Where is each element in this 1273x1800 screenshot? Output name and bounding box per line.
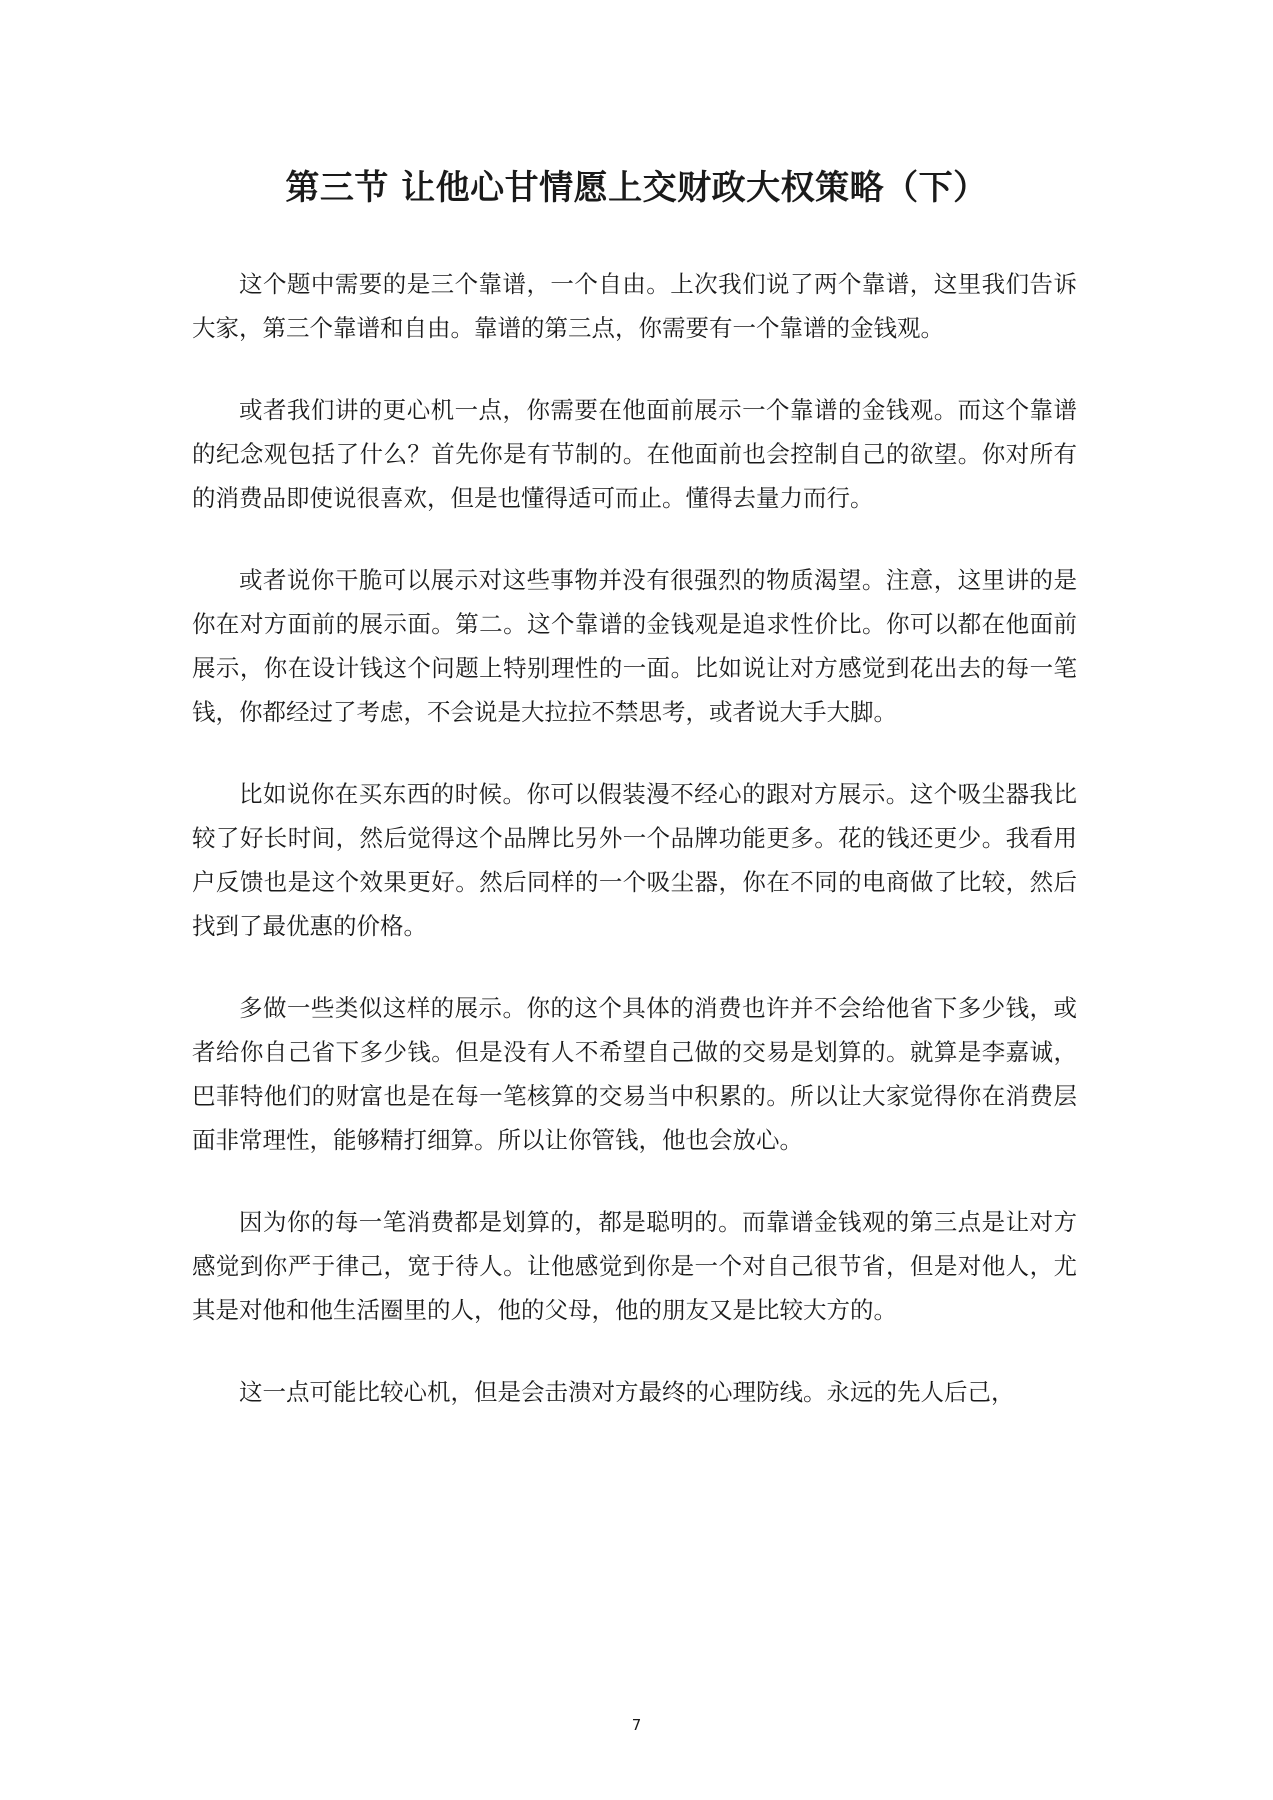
paragraph-1: 这个题中需要的是三个靠谱，一个自由。上次我们说了两个靠谱，这里我们告诉大家，第三个靠谱和自由。靠谱的第三点，你需要有一个靠谱的金钱观。 (192, 270, 1077, 342)
paragraph-3: 或者说你干脆可以展示对这些事物并没有很强烈的物质渴望。注意，这里讲的是你在对方面前的展示面。第二。这个靠谱的金钱观是追求性价比。你可以都在他面前展示，你在设计钱这个问题上特别理性的一面。比如说让对方感觉到花出去的每一笔钱，你都经过了考虑，不会说是大拉拉不禁思考，或者说大手大脚。 (192, 566, 1077, 726)
paragraph-2: 或者我们讲的更心机一点，你需要在他面前展示一个靠谱的金钱观。而这个靠谱的纪念观包括了什么？首先你是有节制的。在他面前也会控制自己的欲望。你对所有的消费品即使说很喜欢，但是也懂得适可而止。懂得去量力而行。 (192, 396, 1077, 512)
paragraph-6: 因为你的每一笔消费都是划算的，都是聪明的。而靠谱金钱观的第三点是让对方感觉到你严于律己，宽于待人。让他感觉到你是一个对自己很节省，但是对他人，尤其是对他和他生活圈里的人，他的父母，他的朋友又是比较大方的。 (192, 1208, 1077, 1324)
paragraph-5: 多做一些类似这样的展示。你的这个具体的消费也许并不会给他省下多少钱，或者给你自己省下多少钱。但是没有人不希望自己做的交易是划算的。就算是李嘉诚，巴菲特他们的财富也是在每一笔核算的交易当中积累的。所以让大家觉得你在消费层面非常理性，能够精打细算。所以让你管钱，他也会放心。 (192, 994, 1077, 1154)
paragraph-4: 比如说你在买东西的时候。你可以假装漫不经心的跟对方展示。这个吸尘器我比较了好长时间，然后觉得这个品牌比另外一个品牌功能更多。花的钱还更少。我看用户反馈也是这个效果更好。然后同样的一个吸尘器，你在不同的电商做了比较，然后找到了最优惠的价格。 (192, 780, 1077, 940)
body-text (192, 262, 1077, 1452)
paragraph-7: 这一点可能比较心机，但是会击溃对方最终的心理防线。永远的先人后己， (239, 1378, 1015, 1406)
page-title: 第三节 让他心甘情愿上交财政大权策略（下） (285, 168, 988, 208)
page-number: 7 (631, 1716, 642, 1734)
